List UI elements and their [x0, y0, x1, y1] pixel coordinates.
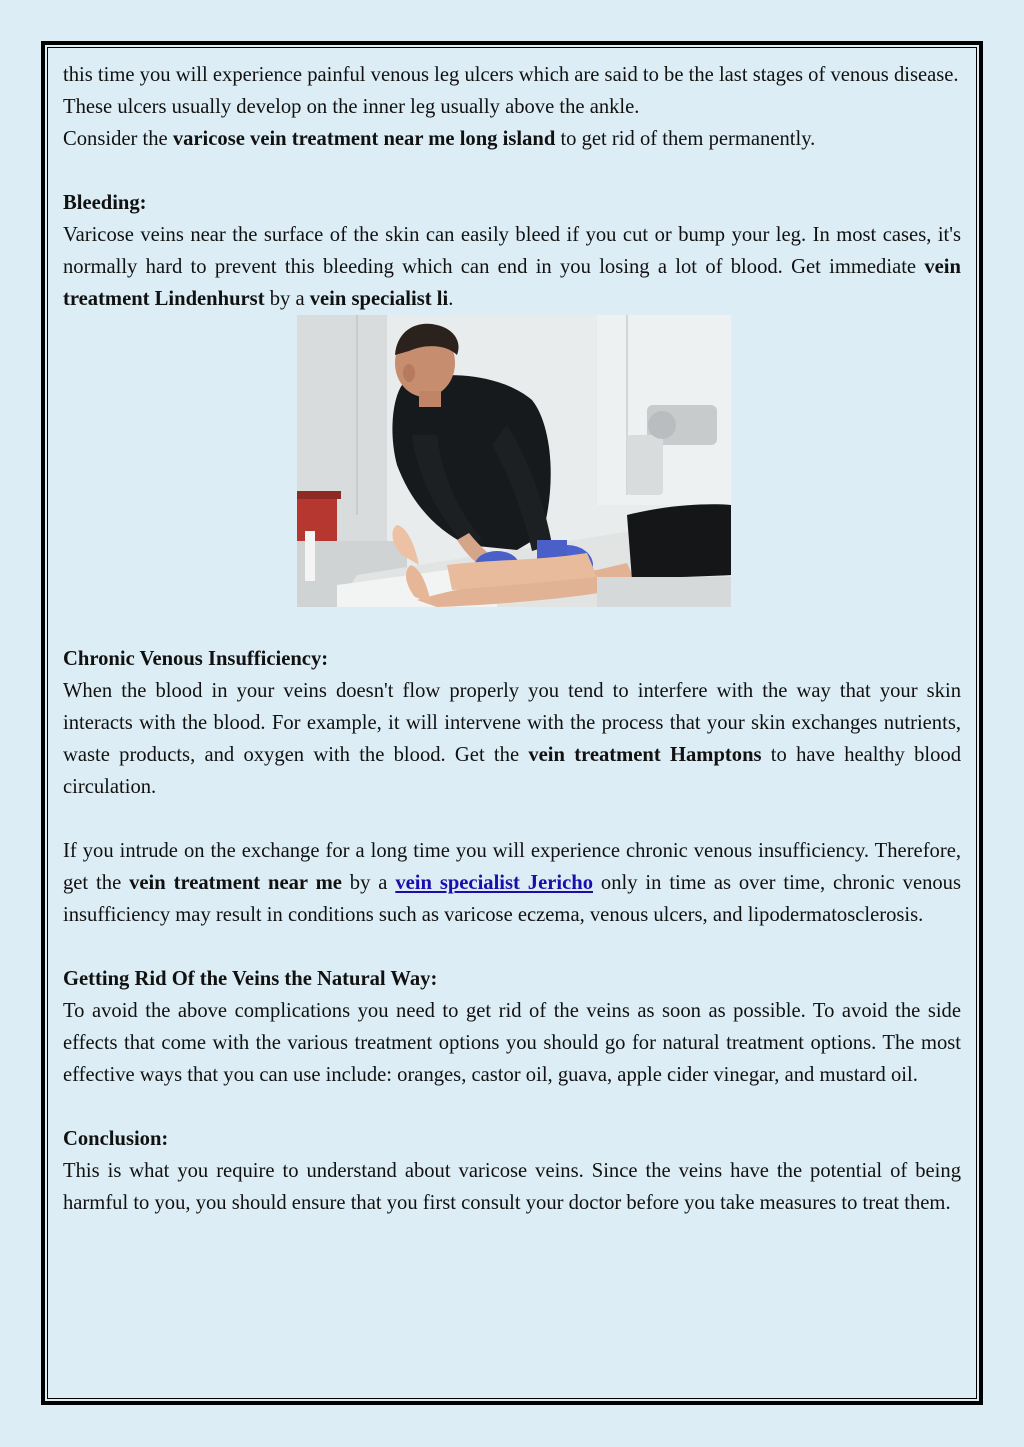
vein-specialist-jericho-link[interactable]: vein specialist Jericho	[395, 872, 593, 894]
cvi-post: to have healthy blood circulation.	[63, 744, 961, 798]
exchange-text-2: only in time as over time, chronic venous insufficiency may result in conditions such as varicose eczema, venous ulcers, and lipodermatosclerosis.	[63, 872, 961, 926]
intro-pre: Consider the	[63, 128, 173, 150]
cvi-keyword: vein treatment Hamptons	[528, 744, 762, 766]
bleeding-paragraph	[63, 219, 961, 315]
conclusion-heading: Conclusion:	[63, 1128, 169, 1150]
bleeding-keyword-2: vein specialist li	[309, 288, 449, 310]
cvi-heading: Chronic Venous Insufficiency:	[63, 648, 329, 670]
exchange-text-1: If you intrude on the exchange for a long time you will experience chronic venous insufficiency. Therefore, get the	[63, 840, 961, 894]
intro-line: this time you will experience painful venous leg ulcers which are said to be the last stages of venous disease. These ulcers usually develop on the inner leg usually above the ankle.	[63, 64, 959, 118]
exchange-keyword: vein treatment near me	[129, 872, 342, 894]
exchange-mid: by a	[341, 872, 396, 894]
exchange-paragraph	[63, 835, 961, 931]
doctor-examining-leg-photo	[297, 315, 731, 607]
natural-paragraph: To avoid the above complications you need to get rid of the veins as soon as possible. To avoid the side effects that come with the various treatment options you should go for natural treatment options. The most effective ways that you can use include: oranges, castor oil, guava, apple cider vinegar, and mustard oil.	[63, 1000, 961, 1086]
document-body	[63, 59, 961, 1219]
intro-paragraph	[63, 59, 961, 155]
conclusion-paragraph: This is what you require to understand about varicose veins. Since the veins have the potential of being harmful to you, you should ensure that you first consult your doctor before you take measures to treat them.	[63, 1160, 961, 1214]
natural-heading: Getting Rid Of the Veins the Natural Way:	[63, 968, 438, 990]
cvi-text: When the blood in your veins doesn't flow properly you tend to interfere with the way that your skin interacts with the blood. For example, it will intervene with the process that your skin exchanges nutrients, waste products, and oxygen with the blood. Get the	[63, 680, 961, 766]
bleeding-keyword-1: vein treatment Lindenhurst	[63, 256, 961, 310]
intro-keyword: varicose vein treatment near me long island	[172, 128, 556, 150]
bleeding-mid: by a	[264, 288, 310, 310]
bleeding-end: .	[448, 288, 454, 310]
cvi-paragraph	[63, 675, 961, 803]
bleeding-text: Varicose veins near the surface of the skin can easily bleed if you cut or bump your leg. In most cases, it's normally hard to prevent this bleeding which can end in you losing a lot of blood. Get immediate	[63, 224, 961, 278]
bleeding-heading: Bleeding:	[63, 192, 147, 214]
intro-post: to get rid of them permanently.	[555, 128, 816, 150]
